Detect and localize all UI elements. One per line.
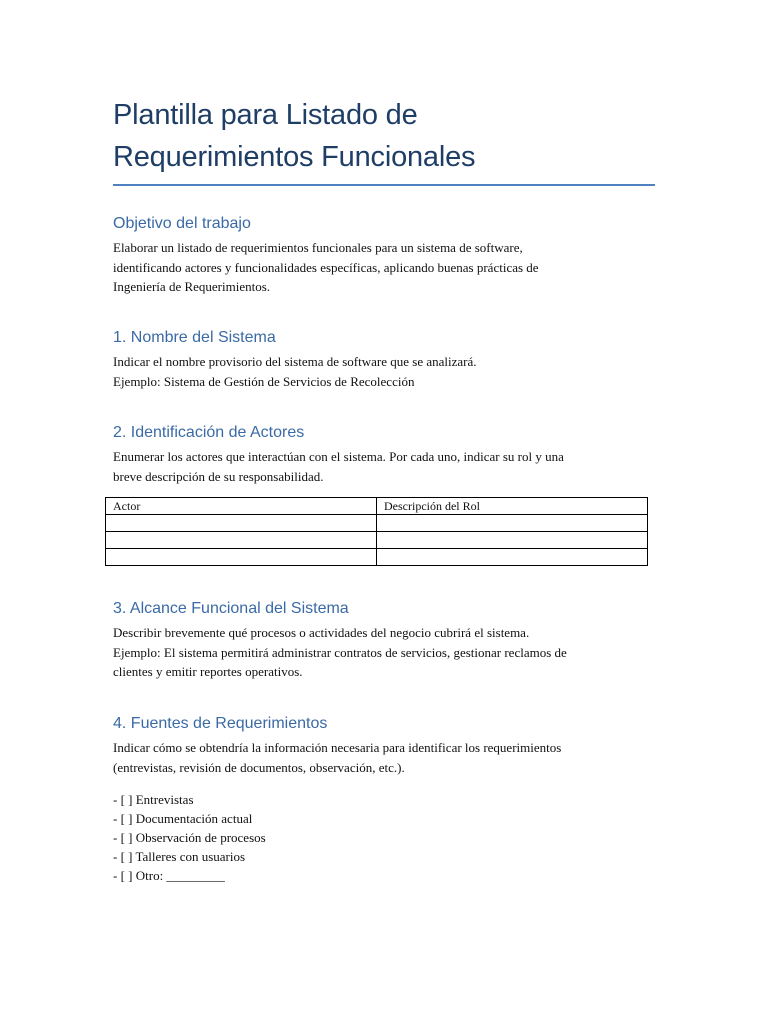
section-heading: 2. Identificación de Actores (113, 424, 305, 441)
section-alcance (113, 599, 658, 682)
text-line: Indicar el nombre provisorio del sistema de software que se analizará. (113, 354, 477, 369)
section-heading: 3. Alcance Funcional del Sistema (113, 600, 349, 617)
table-cell[interactable] (106, 549, 377, 566)
text-line: Ingeniería de Requerimientos. (113, 279, 271, 294)
checklist-item: - [ ] Entrevistas (113, 792, 194, 807)
text-line: Ejemplo: Sistema de Gestión de Servicios de Recolección (113, 373, 415, 389)
table-header-cell: Actor (106, 498, 377, 515)
text-line: breve descripción de su responsabilidad. (113, 468, 324, 484)
section-heading: Objetivo del trabajo (113, 215, 251, 232)
section-text (113, 447, 658, 486)
actors-table (105, 497, 648, 566)
section-text (113, 238, 658, 297)
section-objetivo (113, 214, 658, 297)
table-row (106, 549, 648, 566)
checklist-item: - [ ] Documentación actual (113, 811, 253, 826)
title-line-1: Plantilla para Listado de (113, 99, 418, 131)
text-line: Enumerar los actores que interactúan con el sistema. Por cada uno, indicar su rol y una (113, 449, 564, 464)
section-text (113, 352, 658, 391)
section-nombre-sistema (113, 328, 658, 391)
checklist-item: - [ ] Talleres con usuarios (113, 849, 246, 864)
text-line: identificando actores y funcionalidades específicas, aplicando buenas prácticas de (113, 259, 539, 275)
table-header-row (106, 498, 648, 515)
checklist-item: - [ ] Observación de procesos (113, 830, 266, 845)
text-line: clientes y emitir reportes operativos. (113, 664, 303, 679)
table-row (106, 515, 648, 532)
table-cell[interactable] (377, 532, 648, 549)
section-text (113, 623, 658, 682)
text-line: Describir brevemente qué procesos o actividades del negocio cubrirá el sistema. (113, 625, 530, 640)
document-title (113, 94, 658, 178)
table-row (106, 532, 648, 549)
sources-checklist (113, 790, 266, 885)
table-cell[interactable] (106, 532, 377, 549)
text-line: Indicar cómo se obtendría la información necesaria para identificar los requerimientos (113, 740, 562, 755)
section-heading: 4. Fuentes de Requerimientos (113, 715, 328, 732)
document-body (113, 94, 658, 883)
table-cell[interactable] (377, 515, 648, 532)
section-heading: 1. Nombre del Sistema (113, 329, 276, 346)
title-underline (113, 184, 655, 186)
section-fuentes (113, 714, 658, 777)
text-line: (entrevistas, revisión de documentos, observación, etc.). (113, 759, 405, 775)
table-cell[interactable] (106, 515, 377, 532)
section-text (113, 738, 658, 777)
table-header-cell: Descripción del Rol (377, 498, 648, 515)
checklist-item: - [ ] Otro: _________ (113, 868, 225, 883)
text-line: Ejemplo: El sistema permitirá administrar contratos de servicios, gestionar reclamos de (113, 644, 567, 660)
title-line-2: Requerimientos Funcionales (113, 141, 476, 173)
text-line: Elaborar un listado de requerimientos funcionales para un sistema de software, (113, 240, 523, 255)
section-actores (113, 423, 658, 486)
table-cell[interactable] (377, 549, 648, 566)
